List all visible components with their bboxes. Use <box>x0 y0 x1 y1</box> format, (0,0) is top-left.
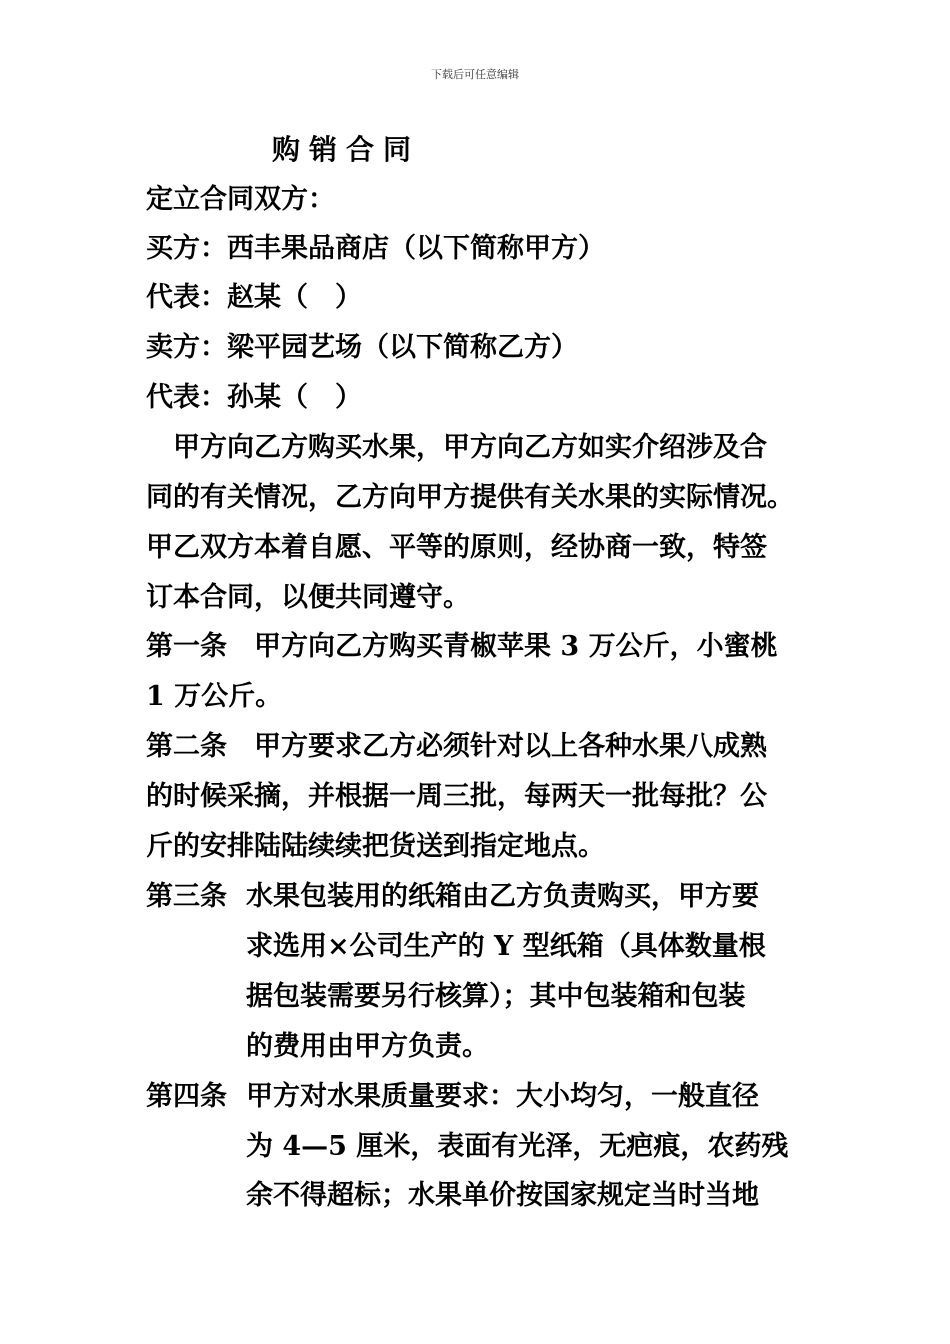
article-3-line: 求选用×公司生产的 Y 型纸箱（具体数量根 <box>246 931 766 962</box>
article-4-line: 为 4—5 厘米，表面有光泽，无疤痕，农药残 <box>246 1131 789 1162</box>
article-1-line: 1 万公斤。 <box>146 681 283 712</box>
seller-representative-line: 代表：孙某（ ） <box>146 382 362 413</box>
buyer-representative-line: 代表：赵某（ ） <box>146 282 362 313</box>
article-3-label: 第三条 <box>146 881 227 912</box>
seller-line: 卖方：梁平园艺场（以下简称乙方） <box>146 332 578 363</box>
article-4-label: 第四条 <box>146 1081 227 1112</box>
article-4-line: 余不得超标；水果单价按国家规定当时当地 <box>246 1180 759 1211</box>
article-3-line: 的费用由甲方负责。 <box>246 1031 489 1062</box>
article-2-line: 斤的安排陆陆续续把货送到指定地点。 <box>146 831 605 862</box>
page-title: 购销合同 <box>272 133 421 166</box>
article-1-line: 第一条 甲方向乙方购买青椒苹果 3 万公斤，小蜜桃 <box>146 631 778 662</box>
preamble-line: 同的有关情况，乙方向甲方提供有关水果的实际情况。 <box>146 482 794 513</box>
preamble-line: 订本合同，以便共同遵守。 <box>146 582 470 613</box>
preamble-line: 甲乙双方本着自愿、平等的原则，经协商一致，特签 <box>146 532 767 563</box>
header-note: 下载后可任意编辑 <box>431 68 519 81</box>
article-2-line: 的时候采摘，并根据一周三批，每两天一批每批？公 <box>146 781 767 812</box>
article-4-line: 甲方对水果质量要求：大小均匀，一般直径 <box>246 1081 759 1112</box>
article-3-line: 水果包装用的纸箱由乙方负责购买，甲方要 <box>246 881 759 912</box>
parties-intro: 定立合同双方： <box>146 184 335 215</box>
preamble-line: 甲方向乙方购买水果，甲方向乙方如实介绍涉及合 <box>146 432 767 463</box>
article-2-line: 第二条 甲方要求乙方必须针对以上各种水果八成熟 <box>146 731 767 762</box>
buyer-line: 买方：西丰果品商店（以下简称甲方） <box>146 233 605 264</box>
article-3-line: 据包装需要另行核算）；其中包装箱和包装 <box>246 981 746 1012</box>
